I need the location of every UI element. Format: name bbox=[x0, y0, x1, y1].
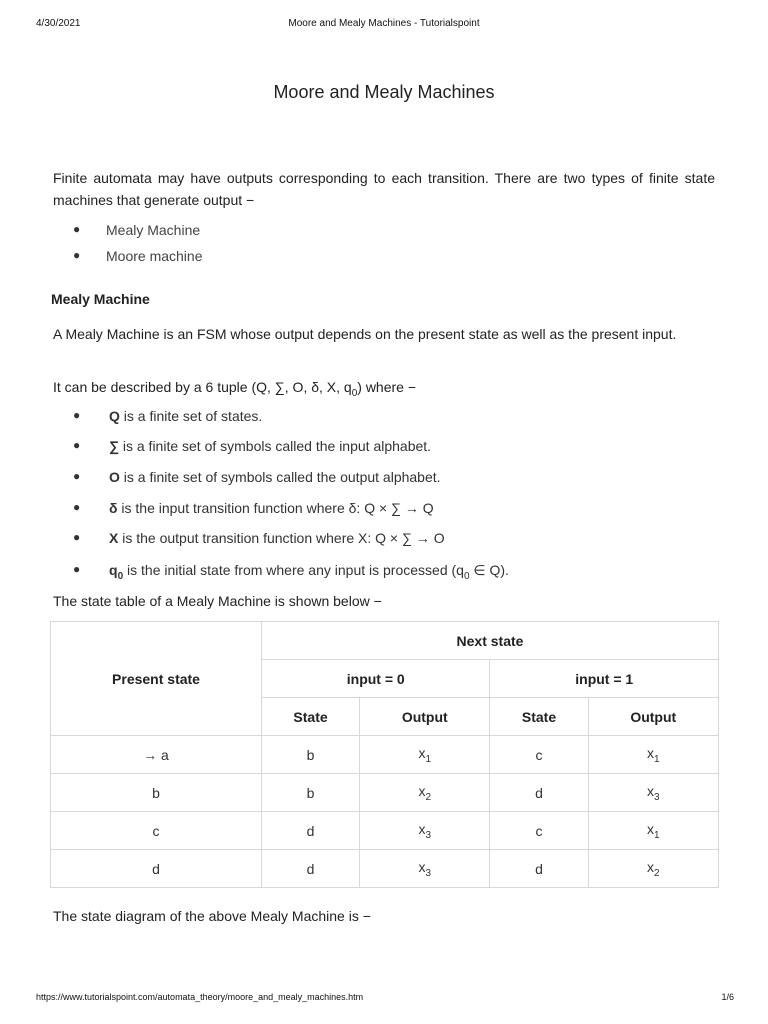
state-cell: d bbox=[490, 774, 588, 812]
footer-url[interactable]: https://www.tutorialspoint.com/automata_theory/moore_and_mealy_machines.htm bbox=[36, 992, 364, 1002]
state-table bbox=[50, 621, 719, 888]
tuple-term: δ bbox=[109, 500, 118, 516]
output-col-header: Output bbox=[588, 698, 718, 736]
tuple-desc: is a finite set of symbols called the output alphabet. bbox=[119, 469, 441, 485]
mealy-definition: A Mealy Machine is an FSM whose output depends on the present state as well as the present input. bbox=[53, 326, 677, 342]
next-state-header: Next state bbox=[262, 622, 719, 660]
tuple-term: Q bbox=[109, 408, 120, 424]
bullet-icon: ● bbox=[73, 438, 81, 452]
tuple-desc: is a finite set of symbols called the input alphabet. bbox=[118, 438, 432, 454]
output-cell: $x_3$ bbox=[360, 812, 490, 850]
state-cell: d bbox=[490, 850, 588, 888]
input1-header: input = 1 bbox=[490, 660, 719, 698]
bullet-icon: ● bbox=[73, 500, 81, 514]
output-cell: $x_3$ bbox=[360, 850, 490, 888]
page-number: 1/6 bbox=[721, 992, 734, 1002]
state-cell: d bbox=[262, 812, 360, 850]
output-cell: $x_1$ bbox=[588, 736, 718, 774]
state-cell: d bbox=[262, 850, 360, 888]
present-cell: → a bbox=[51, 736, 262, 774]
state-col-header: State bbox=[262, 698, 360, 736]
tuple-desc-sub: 0 bbox=[463, 570, 470, 582]
bullet-icon: ● bbox=[73, 469, 81, 483]
present-cell: d bbox=[51, 850, 262, 888]
header-title: Moore and Mealy Machines - Tutorialspoint bbox=[288, 18, 480, 29]
state-cell: c bbox=[490, 736, 588, 774]
header-date: 4/30/2021 bbox=[36, 18, 81, 29]
tuple-intro bbox=[53, 376, 715, 405]
present-state-header: Present state bbox=[51, 622, 262, 736]
tuple-term: O bbox=[109, 469, 120, 485]
tuple-term-base: q bbox=[109, 562, 118, 578]
page-title: Moore and Mealy Machines bbox=[273, 82, 495, 102]
bullet-icon: ● bbox=[73, 562, 81, 576]
output-col-header: Output bbox=[360, 698, 490, 736]
bullet-icon: ● bbox=[73, 248, 81, 262]
present-cell: c bbox=[51, 812, 262, 850]
state-cell: b bbox=[262, 774, 360, 812]
intro-paragraph: Finite automata may have outputs corresponding to each transition. There are two types of finite state machines that generate output − bbox=[53, 170, 715, 208]
table-intro: The state table of a Mealy Machine is shown below − bbox=[53, 593, 382, 609]
tuple-desc: is the input transition function where δ: Q × ∑ → Q bbox=[117, 500, 434, 516]
state-col-header: State bbox=[490, 698, 588, 736]
bullet-icon: ● bbox=[73, 408, 81, 422]
output-cell: $x_1$ bbox=[360, 736, 490, 774]
state-cell: b bbox=[262, 736, 360, 774]
tuple-intro-sub: 0 bbox=[351, 387, 358, 399]
output-cell: $x_2$ bbox=[360, 774, 490, 812]
type-link[interactable]: Mealy Machine bbox=[106, 222, 201, 238]
type-link[interactable]: Moore machine bbox=[106, 248, 203, 264]
table-row bbox=[51, 812, 719, 850]
tuple-desc: is the initial state from where any input is processed (q bbox=[123, 562, 464, 578]
tuple-term bbox=[109, 562, 124, 582]
tuple-intro-end: ) where − bbox=[357, 379, 417, 395]
tuple-term: ∑ bbox=[109, 438, 119, 454]
tuple-intro-text: It can be described by a 6 tuple (Q, ∑, O, δ, X, q bbox=[53, 379, 352, 395]
table-row bbox=[51, 736, 719, 774]
bullet-icon: ● bbox=[73, 222, 81, 236]
tuple-desc: is a finite set of states. bbox=[119, 408, 263, 424]
section-heading: Mealy Machine bbox=[51, 291, 150, 307]
output-cell: $x_2$ bbox=[588, 850, 718, 888]
present-cell: b bbox=[51, 774, 262, 812]
bullet-icon: ● bbox=[73, 530, 81, 544]
output-cell: $x_3$ bbox=[588, 774, 718, 812]
tuple-desc: is the output transition function where X: Q × ∑ → O bbox=[118, 530, 445, 546]
state-cell: c bbox=[490, 812, 588, 850]
tuple-term: X bbox=[109, 530, 119, 546]
tuple-desc-end: ∈ Q). bbox=[469, 562, 509, 578]
table-row bbox=[51, 774, 719, 812]
diagram-intro: The state diagram of the above Mealy Machine is − bbox=[53, 908, 371, 924]
table-row bbox=[51, 850, 719, 888]
tuple-term-sub: 0 bbox=[117, 570, 124, 582]
output-cell: $x_1$ bbox=[588, 812, 718, 850]
input0-header: input = 0 bbox=[262, 660, 490, 698]
